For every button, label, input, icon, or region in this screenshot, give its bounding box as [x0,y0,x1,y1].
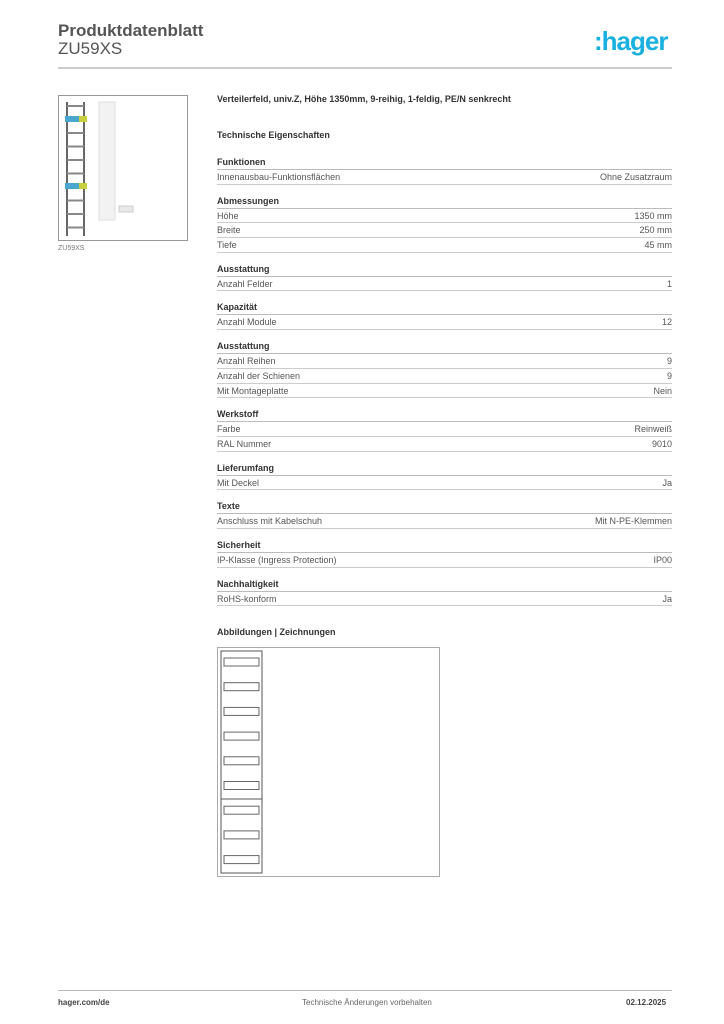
spec-row [217,422,672,437]
spec-row [217,384,672,399]
spec-section [217,499,672,529]
spec-row [217,476,672,491]
image-caption: ZU59XS [58,245,85,252]
spec-section [217,300,672,330]
spec-row [217,514,672,529]
page-title: Produktdatenblatt [58,21,204,40]
spec-label: Höhe [217,210,239,221]
spec-label: Mit Montageplatte [217,385,289,396]
row-slot [224,683,259,691]
row-slot [224,782,259,790]
product-description: Verteilerfeld, univ.Z, Höhe 1350mm, 9-reihig, 1-feldig, PE/N senkrecht [217,94,511,104]
spec-section [217,577,672,607]
spec-row [217,369,672,384]
spec-section [217,538,672,568]
section-title: Ausstattung [217,262,672,277]
spec-label: Mit Deckel [217,477,260,488]
spec-label: Anzahl Reihen [217,356,276,367]
row-slot [224,732,259,740]
section-title: Kapazität [217,300,672,315]
spec-label: Innenausbau-Funktionsflächen [217,172,341,182]
section-title: Werkstoff [217,407,672,422]
row-slot [224,757,259,765]
spec-section [217,194,672,253]
footer-note: Technische Änderungen vorbehalten [302,998,432,1007]
row-slot [224,831,259,839]
section-title: Ausstattung [217,339,672,354]
spec-value: IP00 [653,554,672,565]
spec-row [217,170,672,185]
spec-value: 12 [661,317,672,328]
spec-section [217,407,672,451]
spec-row [217,238,672,253]
spec-value: Mit N-PE-Klemmen [594,516,672,527]
footer-website[interactable]: hager.com/de [58,998,110,1007]
spec-label: Anzahl Felder [217,278,273,289]
spec-value: 9010 [651,438,672,449]
spec-label: Breite [217,225,241,236]
spec-label: Farbe [217,424,241,435]
section-title: Sicherheit [217,538,672,553]
spec-label: Tiefe [217,240,237,251]
row-slot [224,658,259,666]
figures-title: Abbildungen | Zeichnungen [217,627,336,637]
spec-row [217,277,672,292]
spec-label: Anschluss mit Kabelschuh [217,516,323,527]
spec-row [217,209,672,224]
spec-row [217,592,672,607]
spec-value: Ohne Zusatzraum [599,172,672,182]
section-title: Funktionen [217,155,672,170]
spec-value: 1350 mm [634,210,672,221]
spec-label: Anzahl Module [217,317,277,328]
section-title: Abmessungen [217,194,672,209]
spec-content [217,94,672,606]
spec-section [217,262,672,292]
spec-section [217,339,672,398]
spec-label: RoHS-konform [217,593,277,604]
section-title: Nachhaltigkeit [217,577,672,592]
spec-value: 250 mm [639,225,672,236]
spec-row [217,223,672,238]
section-title: Texte [217,499,672,514]
spec-value: Nein [653,385,672,396]
spec-value: Ja [662,593,672,604]
spec-value: 9 [666,370,672,381]
spec-row [217,553,672,568]
product-code: ZU59XS [58,39,123,58]
spec-value: 45 mm [644,240,672,251]
spec-row [217,315,672,330]
spec-value: Reinweiß [634,424,672,435]
row-slot [224,707,259,715]
spec-section [217,155,672,185]
spec-label: RAL Nummer [217,438,272,449]
section-title: Lieferumfang [217,461,672,476]
header-divider [58,67,672,69]
footer-divider [58,990,672,991]
spec-value: 9 [666,356,672,367]
spec-value: 1 [666,278,672,289]
tech-title: Technische Eigenschaften [217,130,330,140]
spec-row [217,437,672,452]
spec-label: IP-Klasse (Ingress Protection) [217,554,337,565]
row-slot [224,856,259,864]
spec-label: Anzahl der Schienen [217,370,301,381]
product-image [58,95,188,241]
spec-row [217,354,672,369]
spec-value: Ja [662,477,672,488]
technical-drawing [217,647,440,877]
row-slot [224,806,259,814]
footer-date: 02.12.2025 [626,998,667,1007]
hager-logo: :hager [594,26,668,56]
spec-section [217,461,672,491]
